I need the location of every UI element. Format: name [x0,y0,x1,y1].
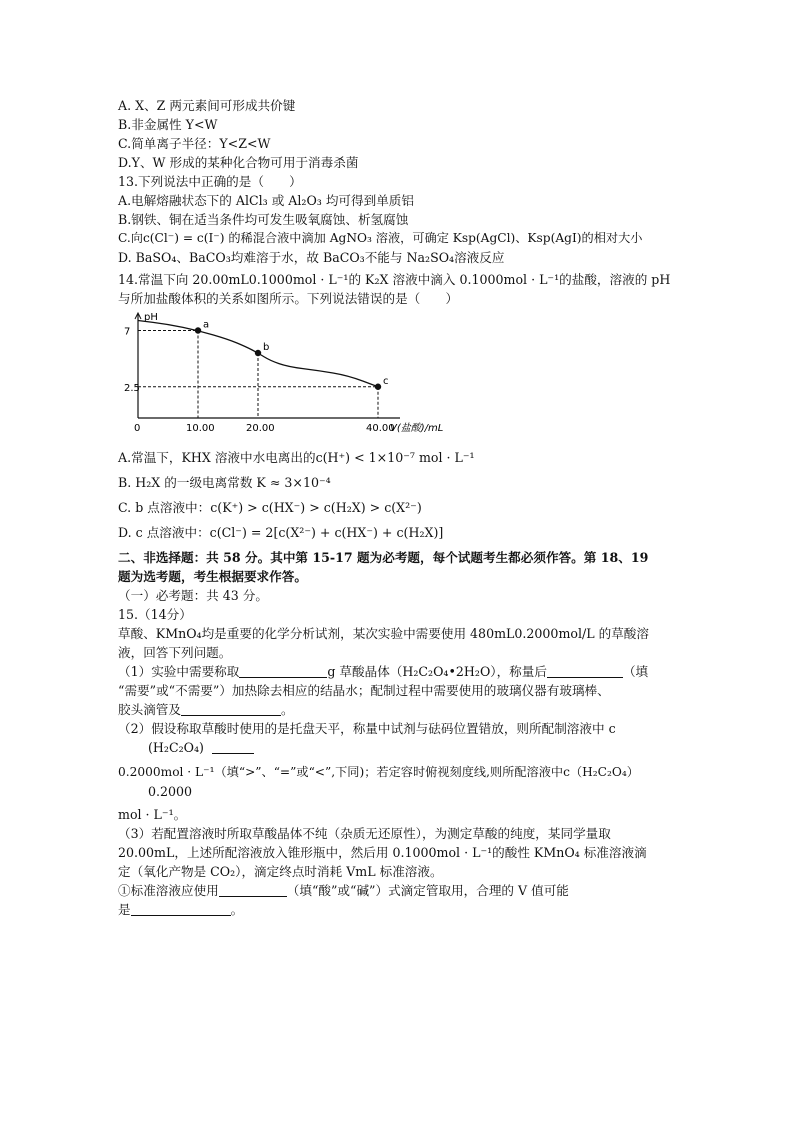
point-a [195,327,201,333]
q12-option-c: C.简单离子半径：Y<Z<W [118,136,271,151]
q15-p1-text-b: g 草酸晶体（H₂C₂O₄•2H₂O），称量后 [327,664,547,679]
section2-subheading: （一）必考题：共 43 分。 [118,588,268,603]
x-tick-label: 0 [134,423,141,434]
x-tick-label: 10.00 [186,423,215,434]
answer-blank-volume[interactable] [131,902,231,916]
chart-svg [118,310,444,440]
q15-part3-line4 [118,881,690,900]
q15-part3-line5 [118,900,690,919]
point-label-a: a [203,319,210,331]
q14-option-d: D. c 点溶液中：c(Cl⁻) = 2[c(X²⁻) + c(HX⁻) + c(H₂X)] [118,525,444,540]
q15-p1-line3-end: 。 [280,702,294,717]
answer-blank-burette[interactable] [219,883,287,897]
y-tick-label: 7 [124,326,131,338]
q13-option-a: A.电解熔融状态下的 AlCl₃ 或 Al₂O₃ 均可得到单质铝 [118,193,414,208]
q15-part3-line1: （3）若配置溶液时所取草酸晶体不纯（杂质无还原性），为测定草酸的纯度，某同学量取 [118,826,611,841]
q15-part1-line3 [118,700,690,719]
q15-p1-text-c: （填 [622,664,649,679]
q15-intro-line1: 草酸、KMnO₄均是重要的化学分析试剂，某次实验中需要使用 480mL0.2000mol/L 的草酸溶 [118,626,649,641]
q15-title: 15.（14分） [118,607,192,622]
q15-p3-line5-end: 。 [230,902,244,917]
q15-part2-line2 [118,738,690,757]
q15-p2-conc-label: (H₂C₂O₄) [148,740,204,755]
exam-page [118,96,690,919]
x-tick-label: 40.00 [366,423,395,434]
q15-part2-line3: 0.2000mol · L⁻¹（填“>”、“=”或“<”,下同)；若定容时俯视刻度线,则所配溶液中c（H₂C₂O₄） [118,765,639,779]
answer-blank-compare-1[interactable] [212,740,254,754]
q15-p1-text-a: （1）实验中需要称取 [118,664,240,679]
y-tick-label: 2.5 [124,382,140,394]
x-axis-label: V(盐酸)/mL [390,423,444,434]
q15-p3-line5-text: 是 [118,902,131,917]
x-tick-label: 20.00 [246,423,275,434]
q13-stem: 13.下列说法中正确的是（ ） [118,174,302,189]
section2-heading-line1: 二、非选择题：共 58 分。其中第 15-17 题为必考题，每个试题考生都必须作答。第 18、19 [118,550,649,565]
q13-option-b: B.钢铁、铜在适当条件均可发生吸氧腐蚀、析氢腐蚀 [118,212,409,227]
answer-blank-heating[interactable] [547,664,623,678]
q15-part2-line4: 0.2000 [148,784,193,799]
q14-option-c: C. b 点溶液中：c(K⁺) > c(HX⁻) > c(H₂X) > c(X²⁻) [118,500,422,515]
q12-option-a: A. X、Z 两元素间可形成共价键 [118,98,296,113]
point-b [255,350,261,356]
point-label-b: b [263,342,270,353]
q14-stem-line1: 14.常温下向 20.00mL0.1000mol · L⁻¹的 K₂X 溶液中滴入 0.1000mol · L⁻¹的盐酸，溶液的 pH [118,272,671,287]
q15-p1-line3-text: 胶头滴管及 [118,702,181,717]
q15-part3-line3: 定（氧化产物是 CO₂），滴定终点时消耗 VmL 标准溶液。 [118,864,443,879]
q12-option-b: B.非金属性 Y<W [118,117,218,132]
q15-p3-line4-text: ①标准溶液应使用 [118,883,219,898]
q15-part1-line1 [118,662,690,681]
q15-part1-line2: “需要”或“不需要”）加热除去相应的结晶水；配制过程中需要使用的玻璃仪器有玻璃棒、 [118,683,610,698]
ph-titration-chart [118,310,444,440]
q15-part2-line1: （2）假设称取草酸时使用的是托盘天平，称量中试剂与砝码位置错放，则所配制溶液中 c [118,721,616,736]
q15-p3-line4-text-b: （填“酸”或“碱”）式滴定管取用，合理的 V 值可能 [286,883,569,898]
q14-option-b: B. H₂X 的一级电离常数 K ≈ 3×10⁻⁴ [118,475,331,490]
answer-blank-mass[interactable] [239,664,327,678]
q13-option-c: C.向c(Cl⁻) = c(I⁻) 的稀混合液中滴加 AgNO₃ 溶液，可确定 Ksp(AgCl)、Ksp(AgI)的相对大小 [118,231,643,245]
q14-stem-line2: 与所加盐酸体积的关系如图所示。下列说法错误的是（ ） [118,291,459,306]
q15-part3-line2: 20.00mL，上述所配溶液放入锥形瓶中，然后用 0.1000mol · L⁻¹的酸性 KMnO₄ 标准溶液滴 [118,845,647,860]
point-c [375,384,381,390]
q12-option-d: D.Y、W 形成的某种化合物可用于消毒杀菌 [118,155,359,170]
q15-intro-line2: 液，回答下列问题。 [118,645,232,660]
section2-heading-line2: 题为选考题，考生根据要求作答。 [118,569,307,584]
point-label-c: c [383,375,389,387]
q14-option-a: A.常温下，KHX 溶液中水电离出的c(H⁺) < 1×10⁻⁷ mol · L⁻¹ [118,450,475,465]
q15-part2-line5: mol · L⁻¹。 [118,807,187,822]
guide-line-a [138,331,198,419]
q13-option-d: D. BaSO₄、BaCO₃均难溶于水，故 BaCO₃不能与 Na₂SO₄溶液反应 [118,250,505,265]
y-axis-label: pH [144,312,158,323]
answer-blank-glassware[interactable] [181,702,281,716]
